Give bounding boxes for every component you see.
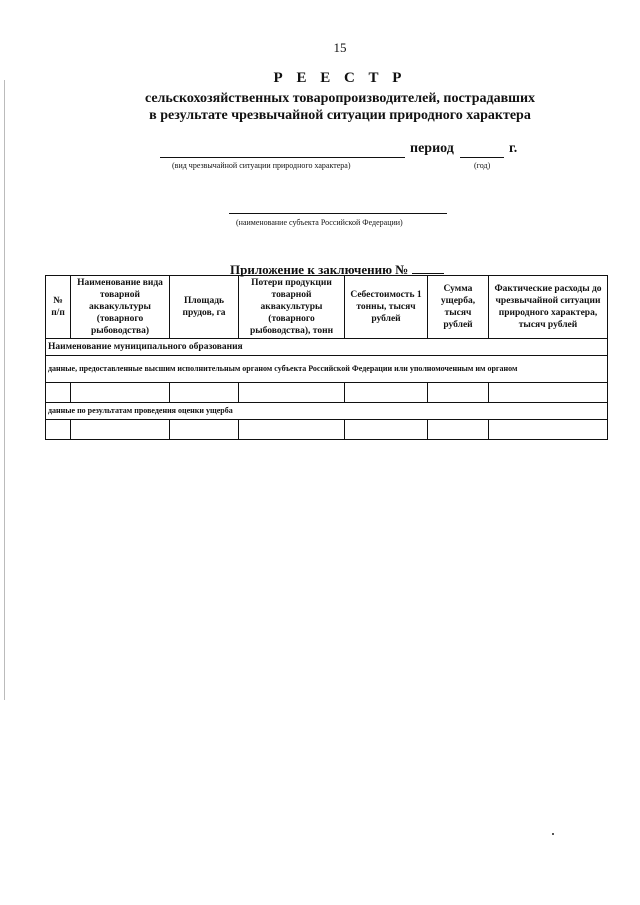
table-cell bbox=[71, 420, 170, 440]
appendix-title-text: Приложение к заключению № bbox=[230, 262, 409, 277]
subject-blank bbox=[229, 201, 447, 214]
table-cell bbox=[489, 420, 608, 440]
header-number: № п/п bbox=[46, 276, 71, 339]
caption-year: (год) bbox=[474, 161, 491, 170]
table-cell bbox=[239, 420, 345, 440]
header-production-loss: Потери продукции товарной аквакультуры (товарного рыбоводства), тонн bbox=[239, 276, 345, 339]
table-cell bbox=[46, 420, 71, 440]
table-cell bbox=[428, 383, 489, 403]
emergency-type-blank bbox=[160, 141, 405, 158]
header-species: Наименование вида товарной аквакультуры (товарного рыбоводства) bbox=[71, 276, 170, 339]
table-cell bbox=[239, 383, 345, 403]
scan-dot bbox=[552, 833, 554, 835]
subtitle-line-2: в результате чрезвычайной ситуации природного характера bbox=[149, 108, 531, 123]
table-header-row bbox=[46, 276, 608, 339]
period-label: период bbox=[410, 141, 454, 156]
year-suffix: г. bbox=[509, 141, 518, 156]
document-subtitle bbox=[0, 90, 640, 124]
table-cell bbox=[46, 383, 71, 403]
subtitle-line-1: сельскохозяйственных товаропроизводителей, пострадавших bbox=[144, 91, 536, 106]
section-row-assessment bbox=[46, 403, 608, 420]
table-cell bbox=[428, 420, 489, 440]
table-cell bbox=[170, 420, 239, 440]
header-damage-sum: Сумма ущерба, тысяч рублей bbox=[428, 276, 489, 339]
table-row bbox=[46, 420, 608, 440]
caption-subject: (наименование субъекта Российской Федерации) bbox=[236, 218, 403, 227]
year-blank bbox=[460, 141, 504, 158]
table-cell bbox=[489, 383, 608, 403]
registry-table bbox=[45, 275, 608, 440]
section-exec-authority: данные, предоставленные высшим исполнительным органом субъекта Российской Федерации или уполномоченным им органом bbox=[46, 356, 608, 383]
appendix-number-blank bbox=[412, 273, 444, 274]
section-row-exec bbox=[46, 356, 608, 383]
section-municipal: Наименование муниципального образования bbox=[46, 339, 608, 356]
header-cost-per-ton: Себестоимость 1 тонны, тысяч рублей bbox=[345, 276, 428, 339]
table-cell bbox=[345, 420, 428, 440]
table-cell bbox=[170, 383, 239, 403]
section-assessment: данные по результатам проведения оценки ущерба bbox=[46, 403, 608, 420]
table-cell bbox=[345, 383, 428, 403]
table-cell bbox=[71, 383, 170, 403]
caption-emergency: (вид чрезвычайной ситуации природного характера) bbox=[172, 161, 351, 170]
document-title: Р Е Е С Т Р bbox=[273, 70, 407, 86]
scan-margin-line bbox=[4, 80, 5, 700]
page-number: 15 bbox=[333, 40, 347, 55]
section-row-municipal bbox=[46, 339, 608, 356]
table-row bbox=[46, 383, 608, 403]
header-pond-area: Площадь прудов, га bbox=[170, 276, 239, 339]
header-actual-expenses: Фактические расходы до чрезвычайной ситуации природного характера, тысяч рублей bbox=[489, 276, 608, 339]
